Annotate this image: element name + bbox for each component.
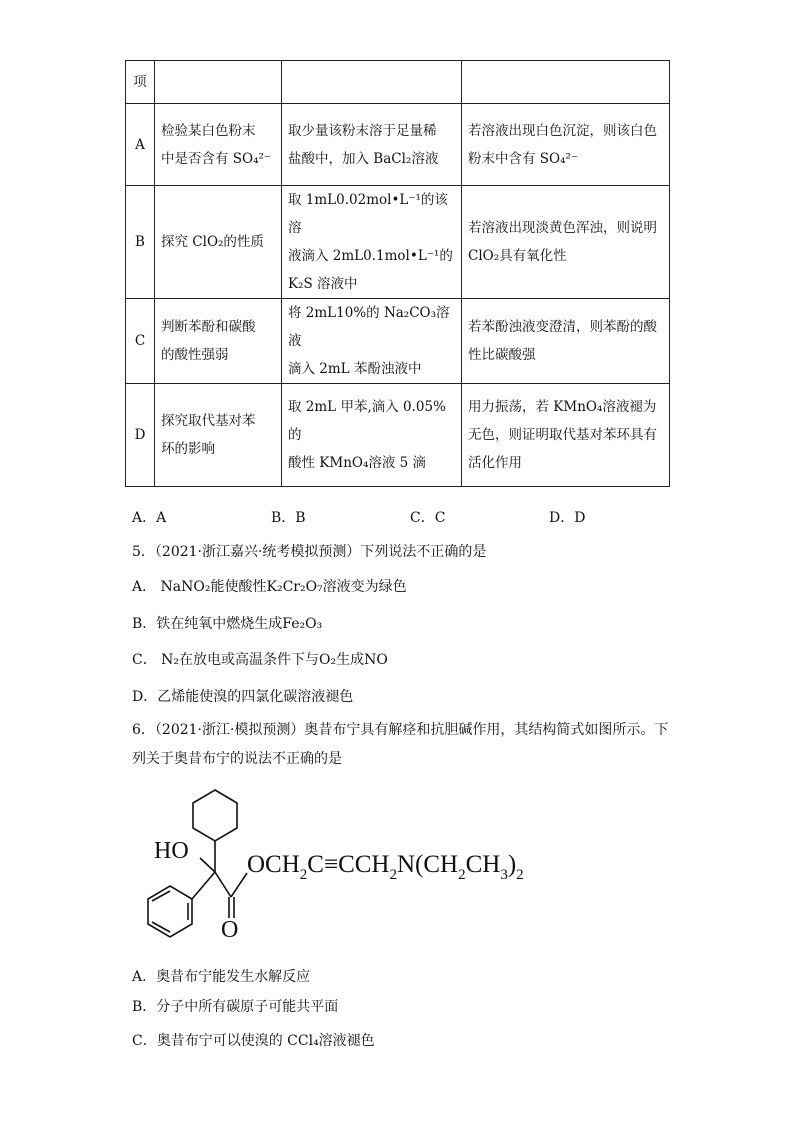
row-label: D xyxy=(126,384,155,487)
purpose-cell: 检验某白色粉末 中是否含有 SO₄²⁻ xyxy=(155,104,282,186)
option-a: A．A xyxy=(132,510,167,526)
q5-stem: 5．（2021·浙江嘉兴·统考模拟预测）下列说法不正确的是 xyxy=(132,544,487,560)
conclusion-cell: 若溶液出现淡黄色浑浊，则说明 ClO₂具有氧化性 xyxy=(462,186,670,299)
option-c: C．C xyxy=(410,510,446,526)
purpose-cell: 探究取代基对苯 环的影响 xyxy=(155,384,282,487)
q6-option-b: B．分子中所有碳原子可能共平面 xyxy=(132,999,339,1015)
q4-options xyxy=(132,507,692,527)
q5-option-d: D．乙烯能使溴的四氯化碳溶液褪色 xyxy=(132,689,354,705)
q6-option-a: A．奥昔布宁能发生水解反应 xyxy=(132,969,311,985)
cyclohexane-ring xyxy=(193,790,237,841)
table-row xyxy=(126,299,670,384)
option-d: D．D xyxy=(549,510,586,526)
q5-option-b: B．铁在纯氧中燃烧生成Fe₂O₃ xyxy=(132,616,323,632)
oxybutynin-structure xyxy=(130,782,610,952)
table-header-cell xyxy=(282,61,462,104)
purpose-cell: 探究 ClO₂的性质 xyxy=(155,186,282,299)
table-row xyxy=(126,186,670,299)
option-b: B．B xyxy=(271,510,306,526)
row-label: A xyxy=(126,104,155,186)
operation-cell: 将 2mL10%的 Na₂CO₃溶液 滴入 2mL 苯酚浊液中 xyxy=(282,299,462,384)
benzene-ring xyxy=(148,886,192,937)
table-row xyxy=(126,384,670,487)
conclusion-cell: 若苯酚浊液变澄清，则苯酚的酸 性比碳酸强 xyxy=(462,299,670,384)
purpose-cell: 判断苯酚和碳酸 的酸性强弱 xyxy=(155,299,282,384)
experiment-table xyxy=(125,60,670,487)
q6-stem-line1: 6．（2021·浙江·模拟预测）奥昔布宁具有解痉和抗胆碱作用，其结构简式如图所示。下 xyxy=(132,722,669,738)
hydroxyl-label: HO xyxy=(154,838,189,864)
carbonyl-oxygen-label: O xyxy=(221,917,239,943)
q5-option-a: A． NaNO₂能使酸性K₂Cr₂O₇溶液变为绿色 xyxy=(132,579,407,595)
side-chain-formula: $OCH_2C\equiv CCH_2N(CH_2CH_3)_2$ xyxy=(247,851,524,883)
conclusion-cell: 若溶液出现白色沉淀，则该白色 粉末中含有 SO₄²⁻ xyxy=(462,104,670,186)
q6-stem-line2: 列关于奥昔布宁的说法不正确的是 xyxy=(132,751,342,767)
conclusion-cell: 用力振荡，若 KMnO₄溶液褪为 无色，则证明取代基对苯环具有 活化作用 xyxy=(462,384,670,487)
q5-option-c: C． N₂在放电或高温条件下与O₂生成NO xyxy=(132,652,388,668)
table-header-cell xyxy=(155,61,282,104)
table-header-cell xyxy=(462,61,670,104)
table-row xyxy=(126,104,670,186)
table-header-row xyxy=(126,61,670,104)
operation-cell: 取 1mL0.02mol•L⁻¹的该溶 液滴入 2mL0.1mol•L⁻¹的 K₂S 溶液中 xyxy=(282,186,462,299)
operation-cell: 取 2mL 甲苯,滴入 0.05%的 酸性 KMnO₄溶液 5 滴 xyxy=(282,384,462,487)
table-header-cell: 项 xyxy=(126,61,155,104)
row-label: B xyxy=(126,186,155,299)
q6-option-c: C．奥昔布宁可以使溴的 CCl₄溶液褪色 xyxy=(132,1033,375,1049)
operation-cell: 取少量该粉末溶于足量稀 盐酸中，加入 BaCl₂溶液 xyxy=(282,104,462,186)
row-label: C xyxy=(126,299,155,384)
